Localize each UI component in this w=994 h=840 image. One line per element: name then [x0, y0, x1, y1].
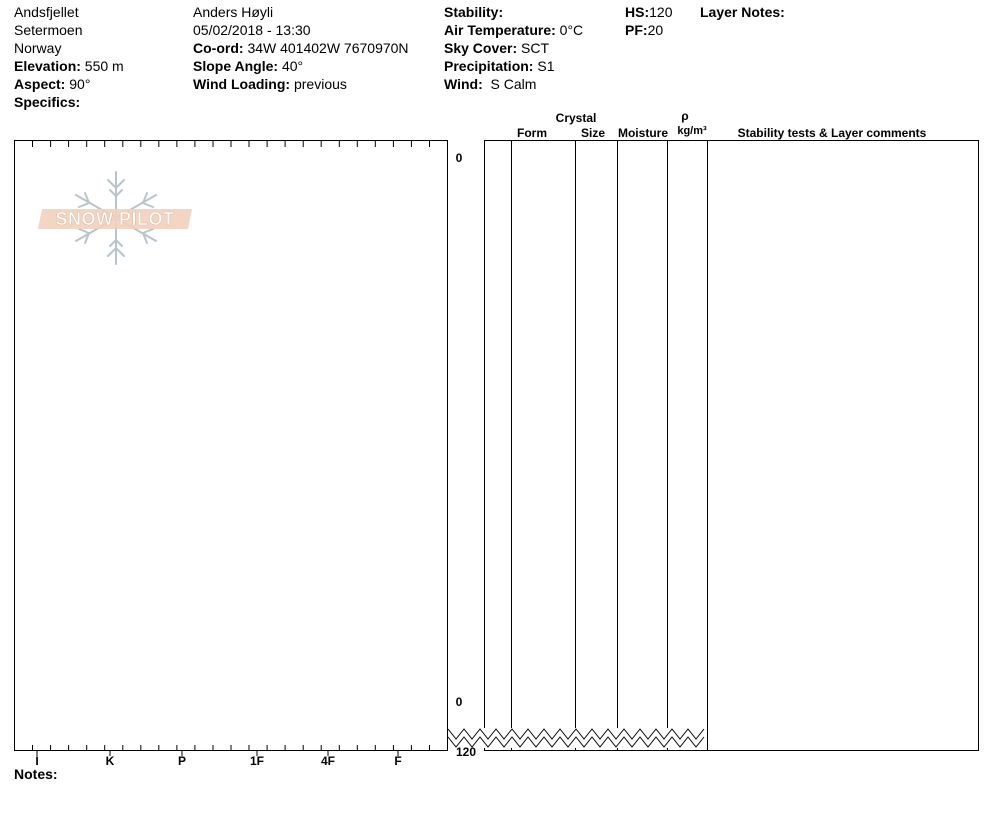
hardness-label-P: P	[177, 754, 187, 768]
hardness-label-K: K	[105, 754, 115, 768]
moisture-header: Moisture	[617, 126, 668, 140]
depth-label-bottom-inner: 0	[455, 695, 463, 709]
stability-label: Stability:	[444, 4, 504, 20]
specifics-label: Specifics:	[14, 94, 81, 110]
logo-text: SNOW PILOT	[55, 209, 175, 229]
hardness-bottom-ticks	[33, 745, 430, 751]
hardness-label-I: I	[35, 754, 39, 768]
elevation-value: 550 m	[84, 58, 124, 74]
wind-value: S Calm	[490, 76, 537, 92]
aspect-value: 90°	[69, 76, 91, 92]
hs-value: 120	[649, 4, 673, 20]
stability-tests-header: Stability tests & Layer comments	[737, 126, 927, 140]
precip-value: S1	[537, 58, 555, 74]
sky-value: SCT	[521, 40, 550, 56]
crystal-header: Crystal	[555, 111, 597, 125]
layer-table-frame	[485, 141, 979, 751]
wind-loading-value: previous	[293, 76, 347, 92]
elevation-label: Elevation:	[14, 58, 81, 74]
pf-value: 20	[647, 22, 664, 38]
wind-loading-label: Wind Loading:	[193, 76, 291, 92]
observation-datetime: 05/02/2018 - 13:30	[193, 22, 311, 38]
sky-label: Sky Cover:	[444, 40, 518, 56]
coord-value: 34W 401402W 7670970N	[247, 40, 409, 56]
hardness-axis-labels	[35, 751, 401, 769]
hardness-top-ticks	[33, 141, 430, 148]
pf-label: PF:	[625, 22, 648, 38]
layer-notes-label: Layer Notes:	[700, 4, 785, 20]
rho-header: ρ	[681, 109, 689, 123]
country-name: Norway	[14, 40, 62, 56]
air-temp-value: 0°C	[559, 22, 584, 38]
precip-label: Precipitation:	[444, 58, 534, 74]
slope-value: 40°	[281, 58, 304, 74]
hardness-label-4F: 4F	[320, 754, 336, 768]
size-header: Size	[580, 126, 605, 140]
snowpilot-logo	[38, 172, 192, 264]
slope-label: Slope Angle:	[193, 58, 279, 74]
depth-label-top: 0	[455, 151, 463, 165]
depth-break-zigzag	[448, 728, 707, 748]
location-name: Andsfjellet	[14, 4, 79, 20]
hs-label: HS:	[625, 4, 650, 20]
density-unit-header: kg/m³	[677, 125, 707, 137]
form-header: Form	[517, 126, 547, 140]
hardness-profile-frame	[15, 141, 448, 751]
notes-label: Notes:	[14, 766, 58, 782]
wind-label: Wind:	[444, 76, 483, 92]
observer-name: Anders Høyli	[193, 4, 274, 20]
coord-label: Co-ord:	[193, 40, 244, 56]
hardness-label-1F: 1F	[249, 754, 265, 768]
aspect-label: Aspect:	[14, 76, 66, 92]
hardness-label-F: F	[394, 754, 402, 768]
air-temp-label: Air Temperature:	[444, 22, 556, 38]
depth-label-bottom: 120	[455, 745, 477, 759]
region-name: Setermoen	[14, 22, 83, 38]
